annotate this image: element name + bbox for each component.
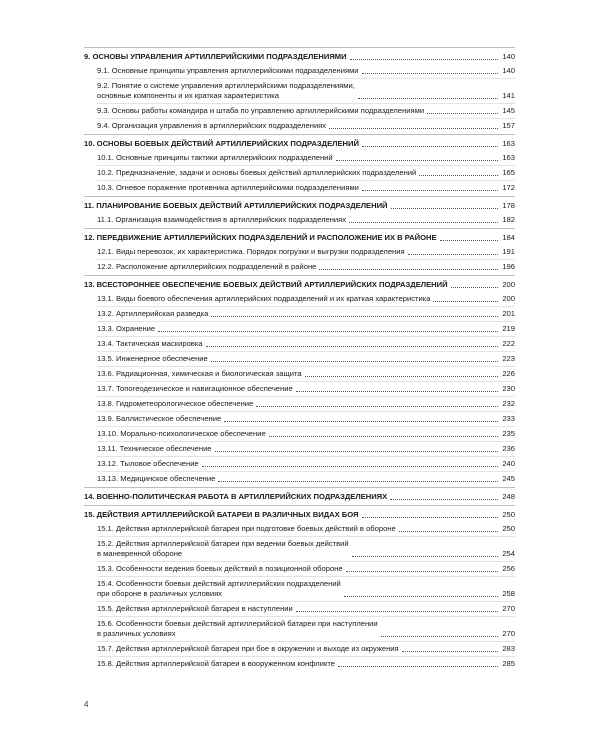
dot-leader xyxy=(362,145,498,147)
toc-entry-title xyxy=(97,121,326,131)
toc-entry-title-line: 11. ПЛАНИРОВАНИЕ БОЕВЫХ ДЕЙСТВИЙ АРТИЛЛЕРИЙСКИХ ПОДРАЗДЕЛЕНИЙ xyxy=(84,201,388,210)
chapter-divider xyxy=(84,487,515,488)
toc-page-number: 219 xyxy=(502,324,515,333)
dot-leader xyxy=(158,330,498,332)
toc-entry-title-line: 13.10. Морально-психологическое обеспечение xyxy=(97,429,266,438)
toc-page-number: 232 xyxy=(502,399,515,408)
toc-entry-title-line: 10. ОСНОВЫ БОЕВЫХ ДЕЙСТВИЙ АРТИЛЛЕРИЙСКИХ ПОДРАЗДЕЛЕНИЙ xyxy=(84,139,359,148)
toc-entry-title-line: 12.1. Виды перевозок, их характеристика. Порядок погрузки и выгрузки подразделения xyxy=(97,247,405,256)
toc-page-number: 233 xyxy=(502,414,515,423)
toc-section[interactable] xyxy=(84,104,515,118)
dot-leader xyxy=(402,650,498,652)
toc-entry-title xyxy=(97,294,430,304)
toc-entry-title-line: 15.3. Особенности ведения боевых действий в позиционной обороне xyxy=(97,564,343,573)
toc-entry-title-line: 13.11. Техническое обеспечение xyxy=(97,444,212,453)
toc-entry-title-line: 15.8. Действия артиллерийской батареи в вооруженном конфликте xyxy=(97,659,336,668)
dot-leader xyxy=(352,555,498,557)
toc-entry-title xyxy=(97,459,199,469)
toc-page-number: 230 xyxy=(502,384,515,393)
toc-page-number: 222 xyxy=(502,339,515,348)
toc-entry-title xyxy=(97,429,266,439)
dot-leader xyxy=(419,174,498,176)
toc-entry-title-line: 15.6. Особенности боевых действий артиллерийской батареи при наступлении xyxy=(97,619,378,628)
toc-entry-title xyxy=(97,524,396,534)
dot-leader xyxy=(427,112,498,114)
dot-leader xyxy=(211,360,498,362)
toc-entry-title xyxy=(97,604,293,614)
toc-entry-title xyxy=(97,579,341,599)
toc-entry-title xyxy=(97,539,349,559)
toc-entry-title-line: при обороне в различных условиях xyxy=(97,589,222,598)
toc-page-number: 283 xyxy=(502,644,515,653)
dot-leader xyxy=(440,239,498,241)
toc-entry-title-line: 13.7. Топогеодезическое и навигационное обеспечение xyxy=(97,384,293,393)
toc-section[interactable] xyxy=(84,602,515,616)
dot-leader xyxy=(344,595,498,597)
dot-leader xyxy=(350,58,498,60)
toc-entry-title-line: 12. ПЕРЕДВИЖЕНИЕ АРТИЛЛЕРИЙСКИХ ПОДРАЗДЕЛЕНИЙ И РАСПОЛОЖЕНИЕ ИХ В РАЙОНЕ xyxy=(84,233,437,242)
toc-page-number: 140 xyxy=(502,66,515,75)
toc-entry-title-line: 15.4. Особенности боевых действий артиллерийских подразделений xyxy=(97,579,341,588)
toc-section[interactable] xyxy=(84,367,515,381)
toc-entry-title-line: 13.12. Тыловое обеспечение xyxy=(97,459,199,468)
toc-page-number: 285 xyxy=(502,659,515,668)
dot-leader xyxy=(451,286,498,288)
toc-entry-title xyxy=(97,414,221,424)
toc-entry-title xyxy=(84,233,437,243)
toc-entry-title-line: 13.13. Медицинское обеспечение xyxy=(97,474,216,483)
dot-leader xyxy=(215,450,498,452)
page-number: 4 xyxy=(84,700,89,709)
toc-entry-title-line: 11.1. Организация взаимодействия в артиллерийских подразделениях xyxy=(97,215,347,224)
toc-section[interactable] xyxy=(84,337,515,351)
toc-section[interactable] xyxy=(84,352,515,366)
dot-leader xyxy=(390,498,498,500)
dot-leader xyxy=(206,345,498,347)
toc-section[interactable] xyxy=(84,292,515,306)
toc-entry-title-line: 9.1. Основные принципы управления артиллерийскими подразделениями xyxy=(97,66,359,75)
toc-section[interactable] xyxy=(84,657,515,671)
toc-section[interactable] xyxy=(84,457,515,471)
toc-entry-title xyxy=(97,369,302,379)
toc-section[interactable] xyxy=(84,617,515,641)
dot-leader xyxy=(408,253,498,255)
toc-page-number: 254 xyxy=(502,549,515,558)
toc-entry-title xyxy=(84,139,359,149)
chapter-divider xyxy=(84,196,515,197)
toc-page-number: 250 xyxy=(502,510,515,519)
dot-leader xyxy=(399,530,498,532)
toc-entry-title xyxy=(97,474,215,484)
chapter-divider xyxy=(84,134,515,135)
toc-section[interactable] xyxy=(84,307,515,321)
dot-leader xyxy=(224,420,498,422)
dot-leader xyxy=(336,159,498,161)
toc-section[interactable] xyxy=(84,562,515,576)
toc-entry-title-line: 13. ВСЕСТОРОННЕЕ ОБЕСПЕЧЕНИЕ БОЕВЫХ ДЕЙСТВИЙ АРТИЛЛЕРИЙСКИХ ПОДРАЗДЕЛЕНИЙ xyxy=(84,280,448,289)
toc-entry-title-line: 12.2. Расположение артиллерийских подразделений в районе xyxy=(97,262,317,271)
dot-leader xyxy=(218,480,498,482)
dot-leader xyxy=(319,268,498,270)
toc-section[interactable] xyxy=(84,382,515,396)
toc-entry-title-line: 13.8. Гидрометеорологическое обеспечение xyxy=(97,399,254,408)
toc-entry-title xyxy=(97,215,346,225)
dot-leader xyxy=(349,221,498,223)
toc-section[interactable] xyxy=(84,322,515,336)
toc-entry-title-line: 10.2. Предназначение, задачи и основы боевых действий артиллерийских подразделений xyxy=(97,168,417,177)
toc-page-number: 196 xyxy=(502,262,515,271)
dot-leader xyxy=(362,516,499,518)
toc-entry-title-line: 14. ВОЕННО-ПОЛИТИЧЕСКАЯ РАБОТА В АРТИЛЛЕРИЙСКИХ ПОДРАЗДЕЛЕНИЯХ xyxy=(84,492,388,501)
dot-leader xyxy=(305,375,498,377)
toc-section[interactable] xyxy=(84,522,515,536)
toc-entry-title-line: 13.2. Артиллерийская разведка xyxy=(97,309,209,318)
toc-entry-title-line: 13.3. Охранение xyxy=(97,324,156,333)
dot-leader xyxy=(211,315,498,317)
toc-entry-title-line: 10.1. Основные принципы тактики артиллерийских подразделений xyxy=(97,153,333,162)
toc-section[interactable] xyxy=(84,397,515,411)
toc-entry-title xyxy=(84,510,359,520)
dot-leader xyxy=(391,207,498,209)
dot-leader xyxy=(346,570,498,572)
dot-leader xyxy=(296,610,498,612)
toc-entry-title-line: 15.7. Действия артиллерийской батареи при бое в окружении и выходе из окружения xyxy=(97,644,399,653)
toc-entry-title xyxy=(97,399,253,409)
toc-entry-title-line: 9.3. Основы работы командира и штаба по управлению артиллерийскими подразделениями xyxy=(97,106,425,115)
toc-entry-title-line: 15.5. Действия артиллерийской батареи в наступлении xyxy=(97,604,293,613)
toc-section[interactable] xyxy=(84,412,515,426)
toc-entry-title xyxy=(97,247,405,257)
toc-page-number: 270 xyxy=(502,604,515,613)
toc-entry-title xyxy=(97,659,335,669)
toc-page-number: 235 xyxy=(502,429,515,438)
toc-page-number: 163 xyxy=(502,139,515,148)
toc-page-number: 240 xyxy=(502,459,515,468)
toc-entry-title xyxy=(97,619,378,639)
toc-page-number: 163 xyxy=(502,153,515,162)
chapter-divider xyxy=(84,47,515,48)
toc-section[interactable] xyxy=(84,181,515,195)
toc-entry-title xyxy=(97,644,399,654)
toc-entry-title xyxy=(97,153,333,163)
toc-page-number: 140 xyxy=(502,52,515,61)
toc-entry-title xyxy=(97,309,208,319)
dot-leader xyxy=(381,635,498,637)
table-of-contents xyxy=(84,46,515,671)
toc-entry-title xyxy=(97,66,359,76)
toc-entry-title-line: 9.4. Организация управления в артиллерийских подразделениях xyxy=(97,121,327,130)
toc-entry-title xyxy=(97,354,208,364)
toc-page-number: 223 xyxy=(502,354,515,363)
toc-entry-title-line: 15.1. Действия артиллерийской батареи при подготовке боевых действий в обороне xyxy=(97,524,396,533)
toc-page-number: 141 xyxy=(502,91,515,100)
dot-leader xyxy=(362,72,498,74)
dot-leader xyxy=(338,665,498,667)
toc-section[interactable] xyxy=(84,79,515,103)
toc-page-number: 184 xyxy=(502,233,515,242)
toc-page-number: 191 xyxy=(502,247,515,256)
toc-entry-title-line: 13.9. Баллистическое обеспечение xyxy=(97,414,222,423)
toc-section[interactable] xyxy=(84,119,515,133)
toc-chapter[interactable] xyxy=(84,278,515,292)
toc-chapter[interactable] xyxy=(84,50,515,64)
toc-entry-title xyxy=(97,168,416,178)
toc-section[interactable] xyxy=(84,151,515,165)
dot-leader xyxy=(362,189,498,191)
toc-section[interactable] xyxy=(84,245,515,259)
toc-entry-title xyxy=(97,444,212,454)
dot-leader xyxy=(256,405,498,407)
toc-entry-title-line: основные компоненты и их краткая характеристика xyxy=(97,91,279,100)
toc-page-number: 172 xyxy=(502,183,515,192)
toc-chapter[interactable] xyxy=(84,490,515,504)
toc-entry-title-line: 15. ДЕЙСТВИЯ АРТИЛЛЕРИЙСКОЙ БАТАРЕИ В РАЗЛИЧНЫХ ВИДАХ БОЯ xyxy=(84,510,359,519)
toc-entry-title-line: 13.1. Виды боевого обеспечения артиллерийских подразделений и их краткая характеристика xyxy=(97,294,431,303)
dot-leader xyxy=(202,465,498,467)
toc-section[interactable] xyxy=(84,442,515,456)
toc-entry-title-line: 13.6. Радиационная, химическая и биологическая защита xyxy=(97,369,302,378)
chapter-divider xyxy=(84,275,515,276)
toc-page-number: 258 xyxy=(502,589,515,598)
toc-section[interactable] xyxy=(84,472,515,486)
dot-leader xyxy=(329,127,498,129)
toc-page-number: 250 xyxy=(502,524,515,533)
toc-section[interactable] xyxy=(84,577,515,601)
toc-entry-title xyxy=(97,81,355,101)
toc-page-number: 200 xyxy=(502,280,515,289)
toc-chapter[interactable] xyxy=(84,137,515,151)
toc-entry-title-line: 9.2. Понятие о системе управления артиллерийскими подразделениями, xyxy=(97,81,355,90)
toc-page-number: 182 xyxy=(502,215,515,224)
toc-entry-title-line: в маневренной обороне xyxy=(97,549,183,558)
toc-entry-title xyxy=(97,564,343,574)
toc-chapter[interactable] xyxy=(84,231,515,245)
toc-page-number: 245 xyxy=(502,474,515,483)
toc-page-number: 226 xyxy=(502,369,515,378)
toc-section[interactable] xyxy=(84,166,515,180)
toc-entry-title-line: в различных условиях xyxy=(97,629,176,638)
toc-page-number: 256 xyxy=(502,564,515,573)
toc-entry-title xyxy=(84,201,388,211)
toc-page-number: 270 xyxy=(502,629,515,638)
toc-entry-title-line: 15.2. Действия артиллерийской батареи при ведении боевых действий xyxy=(97,539,349,548)
toc-chapter[interactable] xyxy=(84,199,515,213)
toc-entry-title-line: 10.3. Огневое поражение противника артиллерийскими подразделениями xyxy=(97,183,359,192)
toc-page-number: 145 xyxy=(502,106,515,115)
toc-page-number: 178 xyxy=(502,201,515,210)
toc-section[interactable] xyxy=(84,213,515,227)
dot-leader xyxy=(433,300,498,302)
dot-leader xyxy=(358,97,498,99)
dot-leader xyxy=(269,435,498,437)
toc-entry-title-line: 9. ОСНОВЫ УПРАВЛЕНИЯ АРТИЛЛЕРИЙСКИМИ ПОДРАЗДЕЛЕНИЯМИ xyxy=(84,52,347,61)
toc-page-number: 165 xyxy=(502,168,515,177)
toc-entry-title xyxy=(84,52,347,62)
dot-leader xyxy=(296,390,498,392)
toc-page-number: 236 xyxy=(502,444,515,453)
toc-entry-title xyxy=(97,183,359,193)
toc-entry-title xyxy=(97,106,424,116)
toc-entry-title-line: 13.5. Инженерное обеспечение xyxy=(97,354,208,363)
toc-entry-title xyxy=(97,339,203,349)
toc-section[interactable] xyxy=(84,537,515,561)
toc-entry-title xyxy=(97,324,155,334)
toc-page-number: 200 xyxy=(502,294,515,303)
toc-entry-title xyxy=(84,492,387,502)
toc-entry-title xyxy=(84,280,448,290)
toc-section[interactable] xyxy=(84,64,515,78)
toc-section[interactable] xyxy=(84,642,515,656)
toc-page-number: 157 xyxy=(502,121,515,130)
toc-entry-title-line: 13.4. Тактическая маскировка xyxy=(97,339,203,348)
toc-entry-title xyxy=(97,384,293,394)
chapter-divider xyxy=(84,505,515,506)
toc-section[interactable] xyxy=(84,260,515,274)
toc-entry-title xyxy=(97,262,316,272)
chapter-divider xyxy=(84,228,515,229)
toc-chapter[interactable] xyxy=(84,508,515,522)
toc-page-number: 248 xyxy=(502,492,515,501)
toc-page-number: 201 xyxy=(502,309,515,318)
toc-section[interactable] xyxy=(84,427,515,441)
